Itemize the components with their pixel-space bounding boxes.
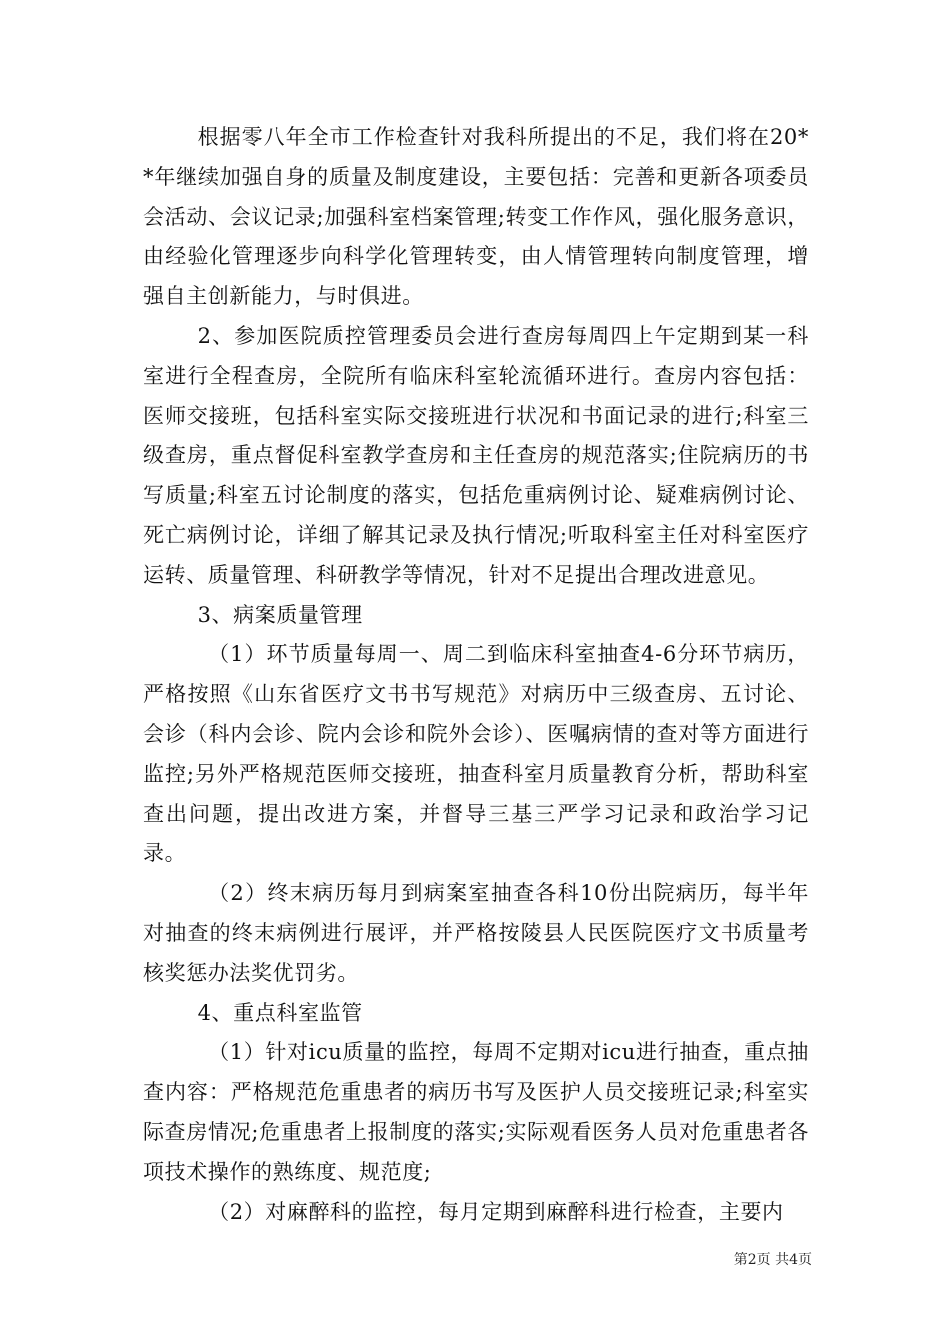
heading-record-quality: 3、病案质量管理 — [197, 602, 363, 627]
document-body — [143, 118, 809, 1232]
page-number: 第2页 共4页 — [733, 1252, 812, 1268]
heading-key-departments: 4、重点科室监管 — [197, 1000, 363, 1025]
paragraph-anesthesia-monitoring: （2）对麻醉科的监控，每月定期到麻醉科进行检查，主要内 — [208, 1199, 784, 1224]
paragraph-link-quality: （1）环节质量每周一、周二到临床科室抽查4-6分环节病历，严格按照《山东省医疗文书书写规范》对病历中三级查房、五讨论、会诊（科内会诊、院内会诊和院外会诊）、医嘱病情的查对等方面进行监控;另外严格规范医师交接班，抽查科室月质量教育分析，帮助科室查出问题，提出改进方案，并督导三基三严学习记录和政治学习记录。 — [143, 642, 809, 866]
paragraph-icu-monitoring: （1）针对icu质量的监控，每周不定期对icu进行抽查，重点抽查内容：严格规范危重患者的病历书写及医护人员交接班记录;科室实际查房情况;危重患者上报制度的落实;实际观看医务人员对危重患者各项技术操作的熟练度、规范度; — [143, 1040, 809, 1184]
paragraph-ward-round: 2、参加医院质控管理委员会进行查房每周四上午定期到某一科室进行全程查房，全院所有临床科室轮流循环进行。查房内容包括：医师交接班，包括科室实际交接班进行状况和书面记录的进行;科室三级查房，重点督促科室教学查房和主任查房的规范落实;住院病历的书写质量;科室五讨论制度的落实，包括危重病例讨论、疑难病例讨论、死亡病例讨论，详细了解其记录及执行情况;听取科室主任对科室医疗运转、质量管理、科研教学等情况，针对不足提出合理改进意见。 — [143, 323, 809, 587]
paragraph-final-records: （2）终末病历每月到病案室抽查各科10份出院病历，每半年对抽查的终末病例进行展评，并严格按陵县人民医院医疗文书质量考核奖惩办法奖优罚劣。 — [143, 881, 809, 985]
paragraph-intro: 根据零八年全市工作检查针对我科所提出的不足，我们将在20**年继续加强自身的质量及制度建设，主要包括：完善和更新各项委员会活动、会议记录;加强科室档案管理;转变工作作风，强化服务意识，由经验化管理逐步向科学化管理转变，由人情管理转向制度管理，增强自主创新能力，与时俱进。 — [143, 125, 809, 309]
